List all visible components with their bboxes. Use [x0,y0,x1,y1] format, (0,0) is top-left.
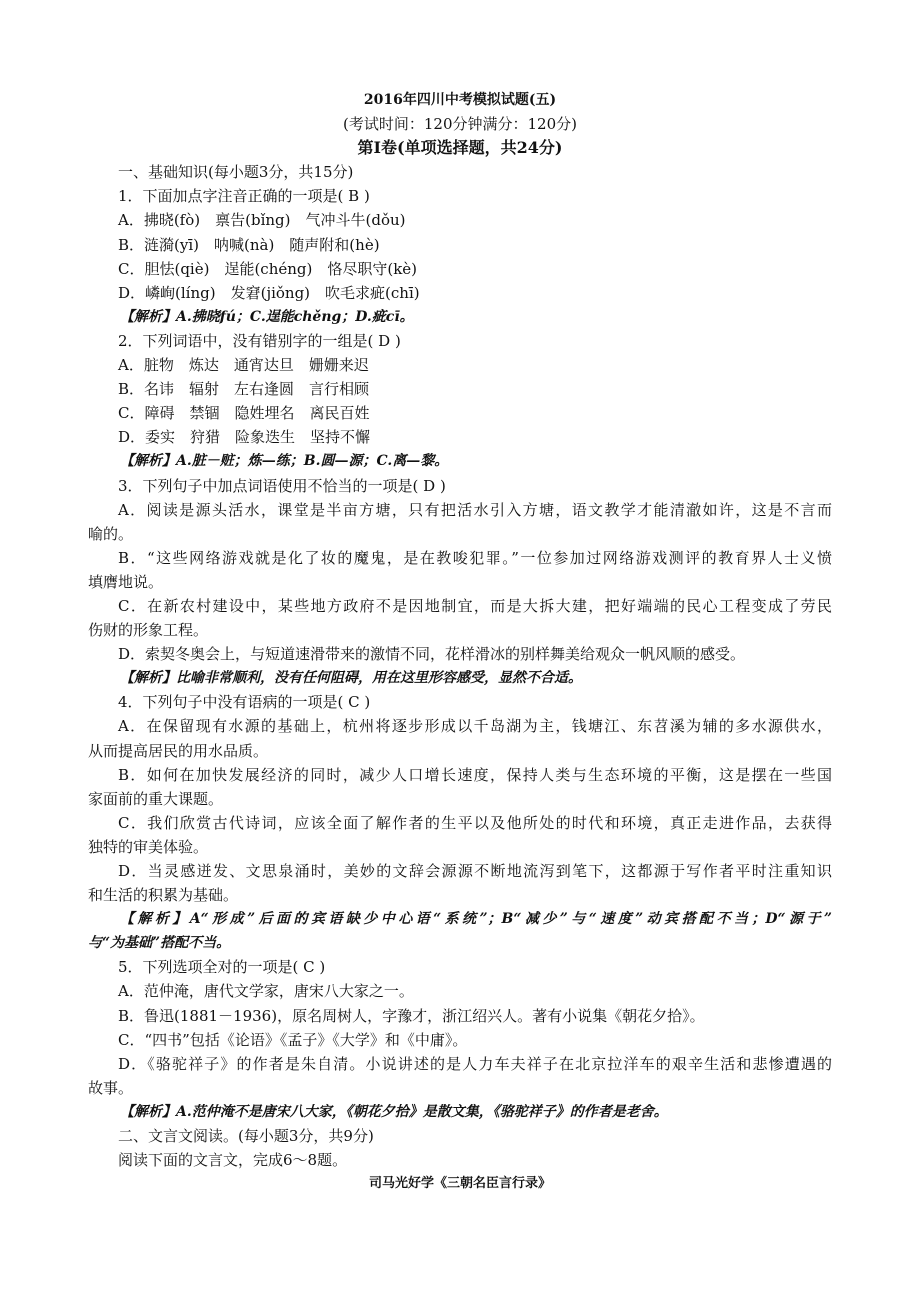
text-line: 二、文言文阅读。(每小题3分，共9分) [118,1127,374,1146]
text-line: D．《骆驼祥子》的作者是朱自清。小说讲述的是人力车夫祥子在北京拉洋车的艰辛生活和悲惨遭遇的 [118,1054,832,1073]
text-line: D．嶙峋(líng) 发窘(jiǒng) 吹毛求疵(chī) [118,283,420,302]
text-line: C．我们欣赏古代诗词，应该全面了解作者的生平以及他所处的时代和环境，真正走进作品，去获得 [118,813,832,832]
text-line: D．当灵感迸发、文思泉涌时，美妙的文辞会源源不断地流泻到笔下，这都源于写作者平时注重知识 [118,862,832,880]
text-line: D．索契冬奥会上，与短道速滑带来的激情不同，花样滑冰的别样舞美给观众一帆风顺的感受。 [118,645,746,664]
analysis-line: 【解析】A.拂晓fú；C.逞能chěng；D.疵cī。 [120,308,414,325]
text-line: 阅读下面的文言文，完成6～8题。 [118,1151,348,1170]
analysis-line: 【解析】A.范仲淹不是唐宋八大家，《朝花夕拾》是散文集，《骆驼祥子》的作者是老舍。 [120,1103,668,1120]
page-title: 2016年四川中考模拟试题(五) [363,92,557,108]
text-line: A．范仲淹，唐代文学家，唐宋八大家之一。 [118,982,414,1001]
text-line: A．阅读是源头活水，课堂是半亩方塘，只有把活水引入方塘，语文教学才能清澈如许，这是不言而 [118,500,832,519]
text-line: B．如何在加快发展经济的同时，减少人口增长速度，保持人类与生态环境的平衡，这是摆在一些国 [118,765,832,784]
text-line: 独特的审美体验。 [88,837,209,856]
text-line: 和生活的积累为基础。 [88,886,239,905]
text-line: 喻的。 [88,524,134,543]
exam-time-subtitle: (考试时间：120分钟满分：120分) [343,115,577,134]
text-line: 伤财的形象工程。 [88,621,209,640]
text-line: B．鲁迅(1881－1936)，原名周树人，字豫才，浙江绍兴人。著有小说集《朝花夕拾》。 [118,1006,705,1025]
text-line: 填膺地说。 [88,572,164,591]
analysis-line: 与“为基础”搭配不当。 [88,935,231,952]
text-line: C．“四书”包括《论语》《孟子》《大学》和《中庸》。 [118,1030,468,1049]
analysis-line: 【解析】A“形成”后面的宾语缺少中心语“系统”；B“减少”与“速度”动宾搭配不当；D“源于” [120,911,832,928]
exam-document [88,88,832,1196]
text-line: A．在保留现有水源的基础上，杭州将逐步形成以千岛湖为主，钱塘江、东苕溪为辅的多水源供水， [118,717,832,736]
text-line: 故事。 [88,1078,134,1097]
text-line: B．“这些网络游戏就是化了妆的魔鬼，是在教唆犯罪。”一位参加过网络游戏测评的教育界人士义愤 [118,548,832,567]
section-heading: 第Ⅰ卷(单项选择题，共24分) [357,138,563,158]
text-line: C．障碍 禁锢 隐姓埋名 离民百姓 [118,404,370,423]
text-line: 家面前的重大课题。 [88,789,224,808]
passage-title: 司马光好学《三朝名臣言行录》 [368,1176,551,1192]
analysis-line: 【解析】A.脏－赃；炼—练；B.圆—源；C.离—黎。 [120,453,449,470]
text-line: 5．下列选项全对的一项是( C ) [118,958,326,977]
text-line: D．委实 狩猎 险象迭生 坚持不懈 [118,428,371,447]
text-line: A．拂晓(fò) 禀告(bǐng) 气冲斗牛(dǒu) [118,211,406,230]
text-line: C．在新农村建设中，某些地方政府不是因地制宜，而是大拆大建，把好端端的民心工程变成了劳民 [118,596,832,615]
text-line: 4．下列句子中没有语病的一项是( C ) [118,693,371,712]
text-line: 1．下面加点字注音正确的一项是( B ) [118,187,370,206]
text-line: A．脏物 炼达 通宵达旦 姗姗来迟 [118,356,369,375]
text-line: B．涟漪(yī) 呐喊(nà) 随声附和(hè) [118,235,380,254]
text-line: 从而提高居民的用水品质。 [88,741,269,760]
text-line: 一、基础知识(每小题3分，共15分) [118,163,354,182]
text-line: B．名讳 辐射 左右逢圆 言行相顾 [118,380,370,399]
text-line: 3．下列句子中加点词语使用不恰当的一项是( D ) [118,476,446,495]
text-line: C．胆怯(qiè) 逞能(chéng) 恪尽职守(kè) [118,259,418,278]
analysis-line: 【解析】比喻非常顺利，没有任何阻碍，用在这里形容感受，显然不合适。 [120,670,582,687]
text-line: 2．下列词语中，没有错别字的一组是( D ) [118,331,401,350]
